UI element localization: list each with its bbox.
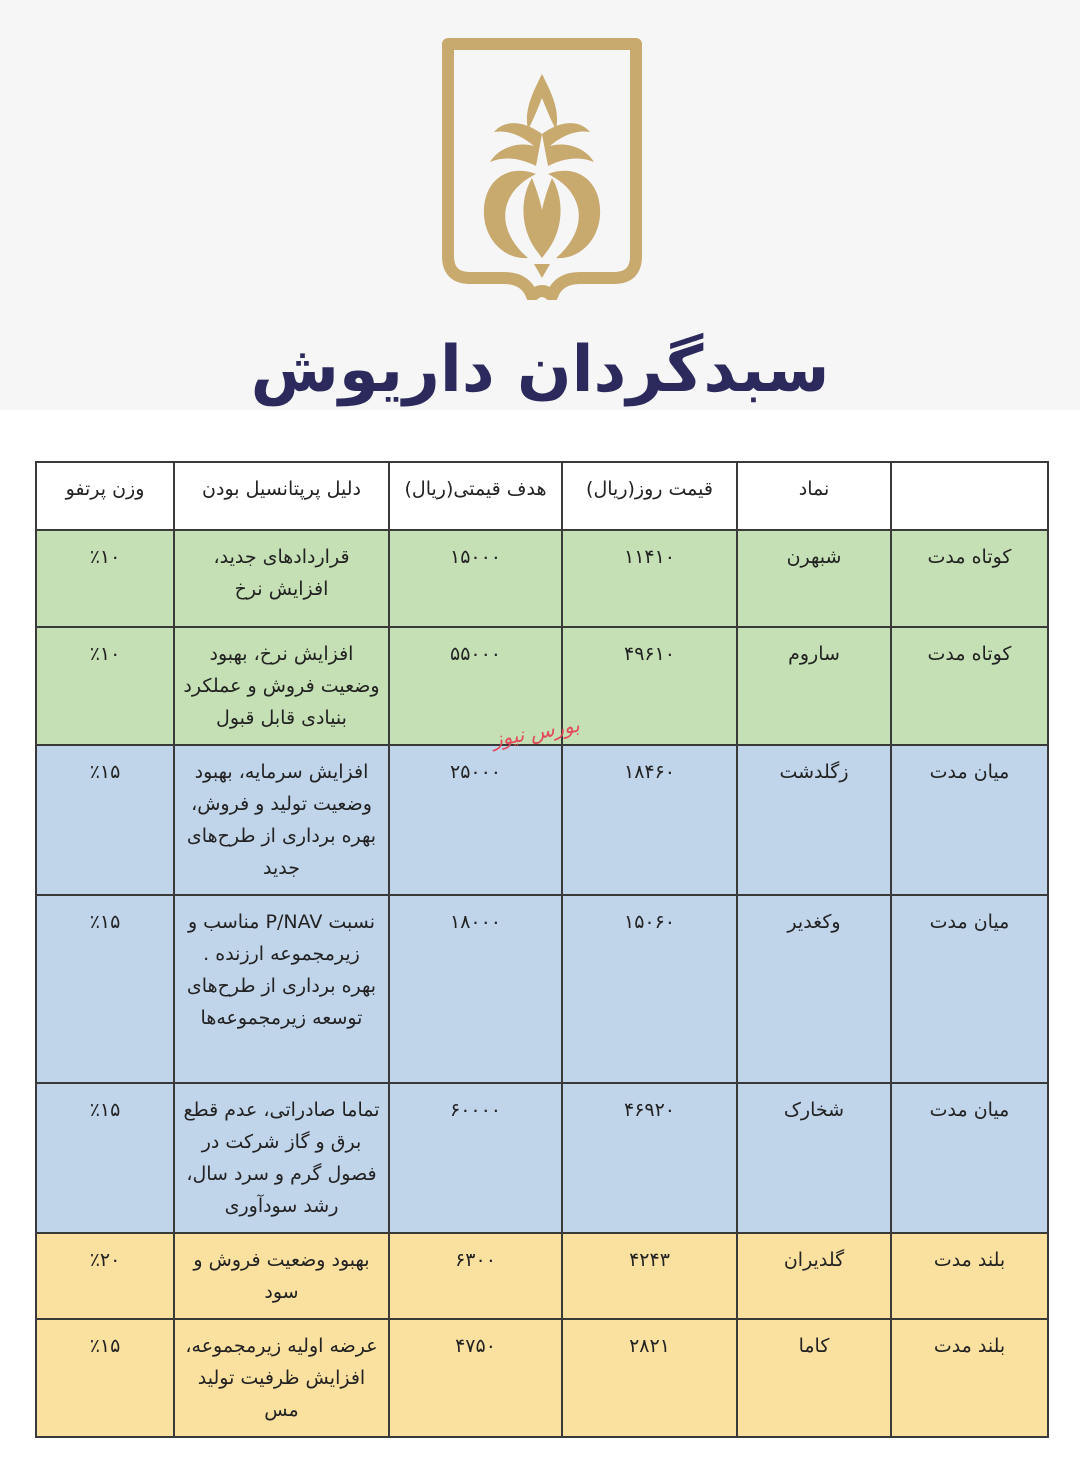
symbol-cell: زگلدشت: [737, 745, 891, 895]
table-row: [36, 745, 1048, 895]
price-cell: ۴۲۴۳: [562, 1233, 737, 1319]
symbol-cell: شخارک: [737, 1083, 891, 1233]
symbol-cell: وکغدیر: [737, 895, 891, 1083]
price-cell: ۴۶۹۲۰: [562, 1083, 737, 1233]
header-symbol: نماد: [737, 462, 891, 530]
term-cell: میان مدت: [891, 745, 1048, 895]
brand-name: سبدگردان داریوش: [250, 333, 830, 407]
weight-cell: ٪۲۰: [36, 1233, 174, 1319]
term-cell: بلند مدت: [891, 1233, 1048, 1319]
table-row: [36, 1083, 1048, 1233]
symbol-cell: کاما: [737, 1319, 891, 1437]
term-cell: بلند مدت: [891, 1319, 1048, 1437]
target-cell: ۶۳۰۰: [389, 1233, 562, 1319]
watermark: بورس نیوز: [490, 712, 582, 752]
target-cell: ۶۰۰۰۰: [389, 1083, 562, 1233]
table-header-row: [36, 462, 1048, 530]
price-cell: ۲۸۲۱: [562, 1319, 737, 1437]
target-cell: ۲۵۰۰۰: [389, 745, 562, 895]
price-cell: ۱۱۴۱۰: [562, 530, 737, 627]
table-row: [36, 530, 1048, 627]
reason-cell: قراردادهای جدید، افزایش نرخ: [174, 530, 389, 627]
reason-cell: نسبت P/NAV مناسب و زیرمجموعه ارزنده . بهره برداری از طرح‌های توسعه زیرمجموعه‌ها: [174, 895, 389, 1083]
reason-cell: عرضه اولیه زیرمجموعه، افزایش ظرفیت تولید مس: [174, 1319, 389, 1437]
term-cell: میان مدت: [891, 1083, 1048, 1233]
portfolio-table: [35, 461, 1049, 1438]
header-price: قیمت روز(ریال): [562, 462, 737, 530]
target-cell: ۴۷۵۰: [389, 1319, 562, 1437]
symbol-cell: شبهرن: [737, 530, 891, 627]
weight-cell: ٪۱۵: [36, 1083, 174, 1233]
weight-cell: ٪۱۰: [36, 530, 174, 627]
header-term: [891, 462, 1048, 530]
header-target: هدف قیمتی(ریال): [389, 462, 562, 530]
reason-cell: افزایش نرخ، بهبود وضعیت فروش و عملکرد بنیادی قابل قبول: [174, 627, 389, 745]
price-cell: ۱۵۰۶۰: [562, 895, 737, 1083]
header: [0, 0, 1080, 410]
term-cell: کوتاه مدت: [891, 627, 1048, 745]
table-row: [36, 1319, 1048, 1437]
header-reason: دلیل پرپتانسیل بودن: [174, 462, 389, 530]
weight-cell: ٪۱۵: [36, 745, 174, 895]
reason-cell: بهبود وضعیت فروش و سود: [174, 1233, 389, 1319]
symbol-cell: ساروم: [737, 627, 891, 745]
target-cell: ۵۵۰۰۰: [389, 627, 562, 745]
term-cell: میان مدت: [891, 895, 1048, 1083]
symbol-cell: گلدیران: [737, 1233, 891, 1319]
reason-cell: افزایش سرمایه، بهبود وضعیت تولید و فروش، بهره برداری از طرح‌های جدید: [174, 745, 389, 895]
reason-cell: تماما صادراتی، عدم قطع برق و گاز شرکت در فصول گرم و سرد سال، رشد سودآوری: [174, 1083, 389, 1233]
target-cell: ۱۵۰۰۰: [389, 530, 562, 627]
weight-cell: ٪۱۵: [36, 895, 174, 1083]
table-row: [36, 1233, 1048, 1319]
dariush-logo-icon: [440, 38, 644, 300]
target-cell: ۱۸۰۰۰: [389, 895, 562, 1083]
weight-cell: ٪۱۵: [36, 1319, 174, 1437]
table-row: [36, 895, 1048, 1083]
weight-cell: ٪۱۰: [36, 627, 174, 745]
term-cell: کوتاه مدت: [891, 530, 1048, 627]
price-cell: ۴۹۶۱۰: [562, 627, 737, 745]
price-cell: ۱۸۴۶۰: [562, 745, 737, 895]
header-weight: وزن پرتفو: [36, 462, 174, 530]
